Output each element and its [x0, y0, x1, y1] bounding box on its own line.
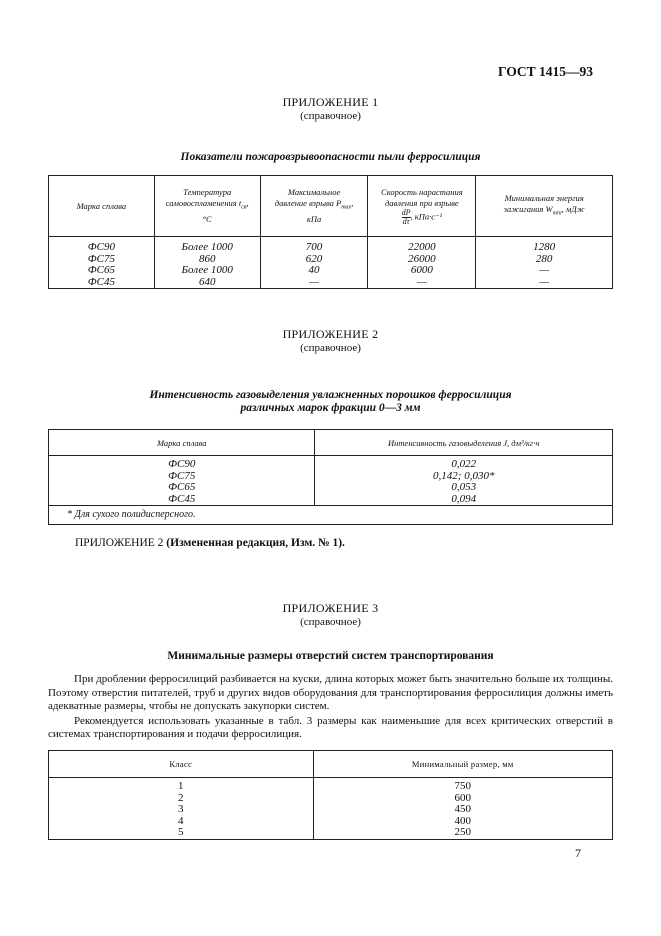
paragraph: Рекомендуется использовать указанные в табл. 3 размеры как наименьшие для всех критических отверстий в системах транспортирования и подачи ферросилиция. — [48, 714, 613, 740]
col-header-min-energy: Минимальная энергия зажигания $W_{min}$, мДж — [476, 176, 613, 237]
class-column: 1 2 3 4 5 — [49, 778, 314, 840]
max-pressure-column: 700 620 40 — — [260, 237, 368, 289]
appendix3-section-title: Минимальные размеры отверстий систем транспортирования — [167, 650, 494, 662]
appendix1-heading — [0, 95, 661, 122]
appendix3-heading — [0, 601, 661, 628]
pressure-rate-fraction: $\frac{dP}{d\tau}$ — [401, 207, 411, 226]
appendix3-subtitle: (справочное) — [300, 616, 361, 628]
col-header-max-pressure: Максимальное давление взрыва $P_{max}$, кПа — [260, 176, 368, 237]
min-opening-size-table — [48, 750, 613, 840]
grade-column: ФС90 ФС75 ФС65 ФС45 — [49, 237, 155, 289]
standard-number: ГОСТ 1415—93 — [497, 64, 593, 79]
appendix2-subtitle: (справочное) — [300, 342, 361, 354]
appendix1-table-title: Показатели пожаровзрывоопасности пыли ферросилиция — [180, 151, 481, 163]
col-header-pressure-rate: Скорость нарастания давления при взрыве $\frac{dP}{d\tau}$ , кПа·с⁻¹ — [368, 176, 476, 237]
page-number: 7 — [575, 846, 581, 860]
appendix2-heading — [0, 327, 661, 354]
appendix1-subtitle: (справочное) — [300, 110, 361, 122]
appendix3-title: ПРИЛОЖЕНИЕ 3 — [282, 601, 379, 615]
col-header-ignition-temp: Температура самовоспламенения $t_{св}$, °С — [154, 176, 260, 237]
change-note: ПРИЛОЖЕНИЕ 2 (Измененная редакция, Изм. № 1). — [75, 537, 345, 549]
col-header-grade: Марка сплава — [49, 176, 155, 237]
gas-emission-table — [48, 429, 613, 525]
col-header-gas-intensity: Интенсивность газовыделения J, дм³/кг·ч — [315, 430, 613, 456]
min-energy-column: 1280 280 — — — [476, 237, 613, 289]
min-size-column: 750 600 450 400 250 — [313, 778, 613, 840]
appendix1-title: ПРИЛОЖЕНИЕ 1 — [282, 95, 379, 109]
gas-intensity-column: 0,022 0,142; 0,030* 0,053 0,094 — [315, 456, 613, 506]
ignition-temp-column: Более 1000 860 Более 1000 640 — [154, 237, 260, 289]
grade-column: ФС90 ФС75 ФС65 ФС45 — [49, 456, 315, 506]
pressure-rate-column: 22000 26000 6000 — — [368, 237, 476, 289]
table-footnote: * Для сухого полидисперсного. — [49, 506, 613, 525]
col-header-min-size: Минимальный размер, мм — [313, 751, 613, 778]
fire-hazard-table — [48, 175, 613, 289]
col-header-class: Класс — [49, 751, 314, 778]
appendix2-table-title: Интенсивность газовыделения увлажненных порошков ферросилиция различных марок фракции 0—3 мм — [149, 389, 512, 414]
appendix2-title: ПРИЛОЖЕНИЕ 2 — [282, 327, 379, 341]
col-header-grade: Марка сплава — [49, 430, 315, 456]
appendix3-text — [48, 673, 613, 742]
paragraph: При дроблении ферросилиций разбивается на куски, длина которых может быть значительно больше их толщины. Поэтому отверстия питателей, труб и других видов оборудования для транспортирования ферросилиция должны иметь адекватные размеры, чтобы не допускать закупорки систем. — [48, 673, 613, 712]
